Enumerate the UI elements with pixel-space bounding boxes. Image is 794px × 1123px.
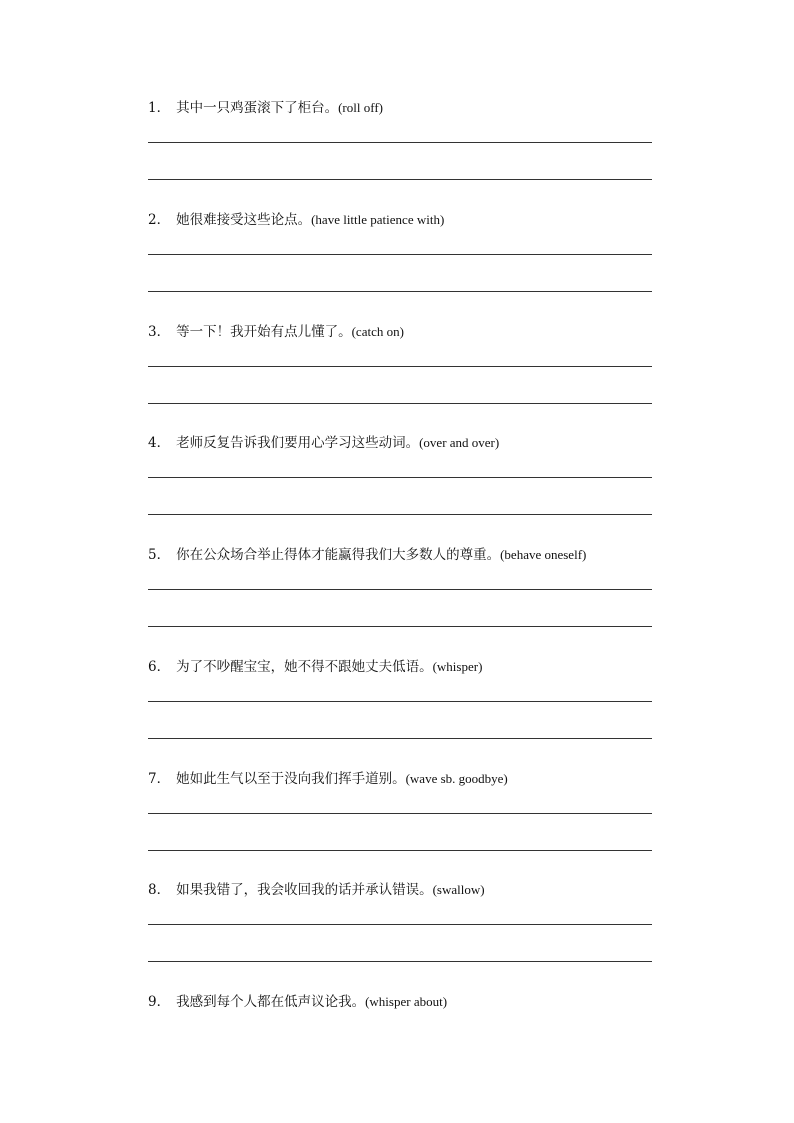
question-text	[148, 98, 652, 118]
question-number: 7．	[148, 771, 171, 787]
question-chinese: 等一下！我开始有点儿懂了。	[176, 324, 352, 340]
answer-line[interactable]	[148, 961, 652, 962]
question-item	[148, 433, 652, 453]
question-chinese: 她如此生气以至于没向我们挥手道别。	[176, 771, 406, 787]
answer-line[interactable]	[148, 477, 652, 478]
question-hint: (swallow)	[432, 882, 485, 897]
question-number: 3．	[148, 324, 171, 340]
question-hint: (whisper)	[432, 659, 483, 674]
question-hint: (whisper about)	[365, 994, 448, 1009]
question-chinese: 老师反复告诉我们要用心学习这些动词。	[176, 435, 420, 451]
question-item	[148, 545, 652, 565]
question-item	[148, 880, 652, 900]
question-chinese: 你在公众场合举止得体才能赢得我们大多数人的尊重。	[176, 547, 501, 563]
answer-line[interactable]	[148, 403, 652, 404]
question-hint: (catch on)	[351, 324, 404, 339]
answer-line[interactable]	[148, 142, 652, 143]
question-text	[148, 322, 652, 342]
question-hint: (wave sb. goodbye)	[405, 771, 508, 786]
question-number: 2．	[148, 212, 171, 228]
question-item	[148, 322, 652, 342]
question-chinese: 为了不吵醒宝宝，她不得不跟她丈夫低语。	[176, 659, 433, 675]
question-hint: (behave oneself)	[500, 547, 587, 562]
question-text	[148, 210, 652, 230]
answer-line[interactable]	[148, 813, 652, 814]
answer-line[interactable]	[148, 179, 652, 180]
answer-line[interactable]	[148, 254, 652, 255]
question-number: 5．	[148, 547, 171, 563]
answer-line[interactable]	[148, 514, 652, 515]
question-item	[148, 98, 652, 118]
question-chinese: 我感到每个人都在低声议论我。	[176, 994, 366, 1010]
question-number: 4．	[148, 435, 171, 451]
question-hint: (roll off)	[338, 100, 383, 115]
question-number: 8．	[148, 882, 171, 898]
question-chinese: 其中一只鸡蛋滚下了柜台。	[176, 100, 339, 116]
question-chinese: 她很难接受这些论点。	[176, 212, 312, 228]
answer-line[interactable]	[148, 291, 652, 292]
question-text	[148, 769, 652, 789]
answer-line[interactable]	[148, 366, 652, 367]
question-item	[148, 992, 652, 1012]
question-text	[148, 880, 652, 900]
answer-line[interactable]	[148, 589, 652, 590]
answer-line[interactable]	[148, 626, 652, 627]
question-number: 6．	[148, 659, 171, 675]
question-number: 9．	[148, 994, 171, 1010]
question-item	[148, 657, 652, 677]
question-item	[148, 769, 652, 789]
answer-line[interactable]	[148, 738, 652, 739]
question-item	[148, 210, 652, 230]
question-hint: (have little patience with)	[311, 212, 445, 227]
question-text	[148, 992, 652, 1012]
answer-line[interactable]	[148, 701, 652, 702]
question-number: 1．	[148, 100, 171, 116]
question-text	[148, 433, 652, 453]
question-text	[148, 545, 652, 565]
question-text	[148, 657, 652, 677]
question-chinese: 如果我错了，我会收回我的话并承认错误。	[176, 882, 433, 898]
question-hint: (over and over)	[419, 435, 500, 450]
answer-line[interactable]	[148, 850, 652, 851]
answer-line[interactable]	[148, 924, 652, 925]
